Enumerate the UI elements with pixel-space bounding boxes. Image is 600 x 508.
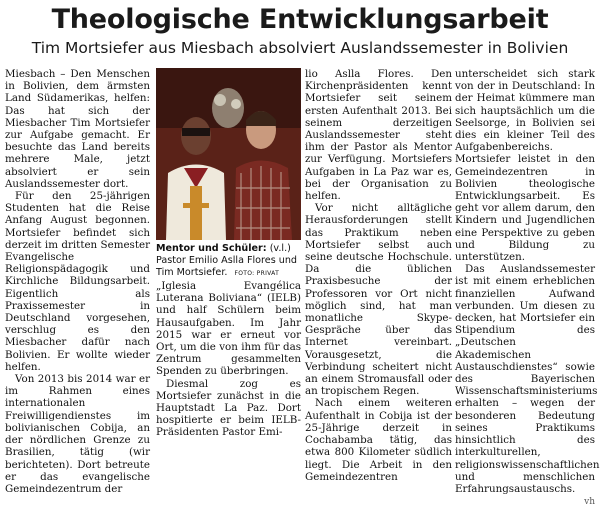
paragraph: Nach einem weiteren Aufenthalt in Cobija ist der 25-Jährige derzeit in Cochabamba tätig, das etwa 800 Kilometer südlich liegt. Die Arbeit in den Gemeindezentren xyxy=(305,397,452,483)
photo-credit: FOTO: PRIVAT xyxy=(234,270,280,277)
article-photo xyxy=(156,68,301,240)
subheadline: Tim Mortsiefer aus Miesbach absolviert Auslandssemester in Bolivien xyxy=(31,39,569,57)
caption-lead: Mentor und Schüler: xyxy=(156,243,267,254)
paragraph: lio Aslla Flores. Den Kirchenpräsidenten kennt Mortsiefer seit seinem ersten Aufenthalt 2013. Bei seinem derzeitigen Auslandssemester steht ihm der Pastor als Mentor zur Verfügung. Mortsiefers Aufgaben in La Paz war es, bei der Organisation zu helfen. xyxy=(305,68,452,203)
author-signature: vh xyxy=(584,497,595,508)
paragraph: unterscheidet sich stark von der in Deutschland: In der Heimat kümmere man sich hauptsächlich um die Seelsorge, in Bolivien sei dies ein kleiner Teil des Aufgabenbereichs. Mortsiefer leistet in den Gemeindezentren in Bolivien theologische Entwicklungsarbeit. Es geht vor allem darum, den Kindern und Jugendlichen eine Perspektive zu geben und Bildung zu unterstützen. xyxy=(455,68,595,264)
photo-illustration xyxy=(156,68,301,240)
photo-caption xyxy=(156,243,301,280)
paragraph: Diesmal zog es Mortsiefer zunächst in die Hauptstadt La Paz. Dort hospitierte er beim IELB-Präsidenten Pastor Emi- xyxy=(156,377,301,439)
article-column-2 xyxy=(156,280,301,439)
caption-text: (v.l.) Pastor Emilio Aslla Flores und Tim Mortsiefer. xyxy=(156,243,297,278)
article-column-4 xyxy=(455,68,600,508)
article-column-3 xyxy=(305,68,452,483)
paragraph: Für den 25-jährigen Studenten hat die Reise Anfang August begonnen. Mortsiefer befindet sich derzeit im dritten Semester Evangelische Religionspädagogik und Kirchliche Bildungsarbeit. Eigentlich als Praxissemester in Deutschland vorgesehen, verschlug es den Miesbacher dafür nach Bolivien. Er wollte wieder helfen. xyxy=(5,190,150,373)
headline: Theologische Entwicklungsarbeit xyxy=(51,4,549,35)
paragraph: Vor nicht alltägliche Herausforderungen stellt das Praktikum neben Mortsiefer selbst auch seine deutsche Hochschule. Da die üblichen Praxisbesuche der Professoren vor Ort nicht möglich sind, hat man monatliche Skype-Gespräche über das Internet vereinbart. Vorausgesetzt, die Verbindung scheitert nicht an einem Stromausfall oder an tropischem Regen. xyxy=(305,202,452,398)
paragraph: „Iglesia Evangélica Luterana Boliviana“ (IELB) und half Schülern beim Hausaufgaben. Im Jahr 2015 war er erneut vor Ort, um die von ihm für das Zentrum gesammelten Spenden zu überbringen. xyxy=(156,280,301,378)
paragraph: Das Auslandssemester ist mit einem erheblichen finanziellen Aufwand verbunden. Um diesen zu decken, hat Mortsiefer ein Stipendium des „Deutschen Akademischen Austauschdienstes“ sowie des Bayerischen Wissenschaftsministeriums erhalten – wegen der besonderen Bedeutung seines Praktikums hinsichtlich des interkulturellen, religionswissenschaftlichen und menschlichen Erfahrungsaustauschs. xyxy=(455,263,600,495)
paragraph: Miesbach – Den Menschen in Bolivien, dem ärmsten Land Südamerikas, helfen: Das hat sich der Miesbacher Tim Mortsiefer zur Aufgabe gemacht. Er besuchte das Land bereits mehrere Male, jetzt absolviert er sein Auslandssemester dort. xyxy=(5,68,150,190)
author-signature-wrap xyxy=(455,495,595,508)
article-column-1 xyxy=(5,68,150,495)
paragraph: Von 2013 bis 2014 war er im Rahmen eines internationalen Freiwilligendienstes im bolivianischen Cobija, an der nördlichen Grenze zu Brasilien, tätig (wir berichteten). Dort betreute er das evangelische Gemeindezentrum der xyxy=(5,373,150,495)
